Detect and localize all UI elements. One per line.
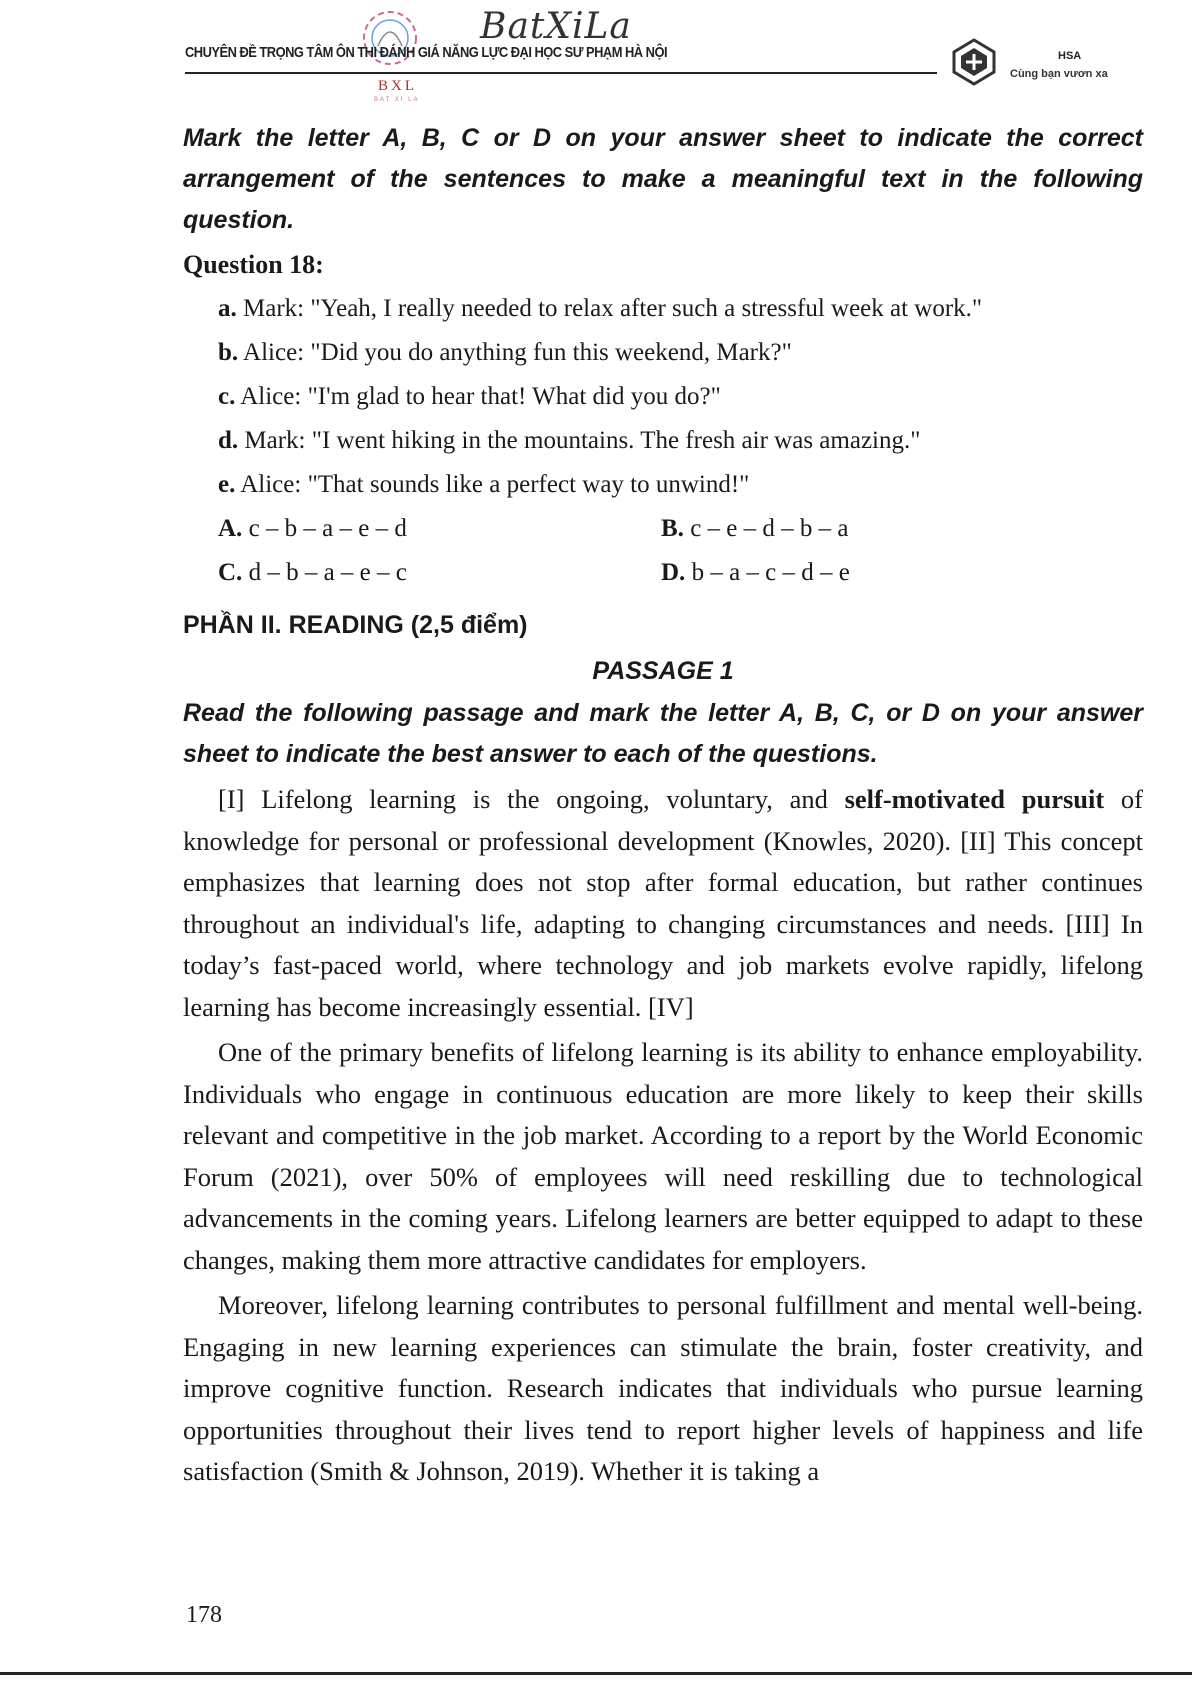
sentence-e xyxy=(218,463,1143,507)
answer-text: c – b – a – e – d xyxy=(248,515,407,542)
brand-script: BatXiLa xyxy=(480,6,632,47)
answer-text: c – e – d – b – a xyxy=(690,515,849,542)
sentence-a xyxy=(218,287,1143,331)
passage-paragraph-1 xyxy=(183,779,1143,1028)
reading-instruction: Read the following passage and mark the letter A, B, C, or D on your answer sheet to indicate the best answer to each of the questions. xyxy=(183,699,1143,768)
sentence-letter: e. xyxy=(218,471,236,498)
answer-letter: C. xyxy=(218,559,243,586)
sentence-letter: d. xyxy=(218,427,239,454)
section-title: PHẦN II. READING (2,5 điểm) xyxy=(183,611,528,639)
header-title: CHUYÊN ĐỀ TRỌNG TÂM ÔN THI ĐÁNH GIÁ NĂNG LỰC ĐẠI HỌC SƯ PHẠM HÀ NỘI xyxy=(185,44,668,61)
arrangement-instruction: Mark the letter A, B, C or D on your answer sheet to indicate the correct arrangement of the sentences to make a meaningful text in the following question. xyxy=(183,124,1143,234)
passage-title: PASSAGE 1 xyxy=(592,657,734,685)
sentence-text: Alice: "Did you do anything fun this weekend, Mark?" xyxy=(243,339,792,366)
sentence-letter: b. xyxy=(218,339,239,366)
sentence-d xyxy=(218,419,1143,463)
passage-paragraph-2: One of the primary benefits of lifelong learning is its ability to enhance employability. Individuals who engage in continuous education are more likely to keep their skills relevant and competitive in the job market. According to a report by the World Economic Forum (2021), over 50% of employees will need reskilling due to technological advancements in the coming years. Lifelong learners are better equipped to adapt to these changes, making them more attractive candidates for employers. xyxy=(183,1037,1143,1275)
hsa-tagline: Cùng bạn vươn xa xyxy=(1010,68,1108,80)
hsa-name: HSA xyxy=(1058,50,1082,62)
answer-text: d – b – a – e – c xyxy=(248,559,407,586)
answer-letter: B. xyxy=(661,515,684,542)
answer-option-c[interactable] xyxy=(218,551,407,595)
answer-text: b – a – c – d – e xyxy=(691,559,850,586)
sentence-letter: c. xyxy=(218,383,236,410)
sentence-text: Alice: "That sounds like a perfect way to unwind!" xyxy=(240,471,750,498)
sentence-c xyxy=(218,375,1143,419)
passage-paragraph-3: Moreover, lifelong learning contributes to personal fulfillment and mental well-being. Engaging in new learning experiences can stimulate the brain, foster creativity, and improve cognitive function. Research indicates that individuals who pursue learning opportunities throughout their lives tend to report higher levels of happiness and life satisfaction (Smith & Johnson, 2019). Whether it is taking a xyxy=(183,1290,1143,1486)
question-title: Question 18: xyxy=(183,250,324,279)
answer-options xyxy=(218,507,1143,595)
answer-letter: D. xyxy=(661,559,686,586)
sentence-text: Mark: "Yeah, I really needed to relax after such a stressful week at work." xyxy=(243,295,983,322)
hsa-logo-icon xyxy=(950,38,998,86)
footer-rule xyxy=(0,1672,1192,1675)
answer-letter: A. xyxy=(218,515,243,542)
answer-option-b[interactable] xyxy=(661,507,848,551)
answer-option-a[interactable] xyxy=(218,507,407,551)
highlighted-phrase: self-motivated pursuit xyxy=(844,784,1105,814)
paragraph-text: [I] Lifelong learning is the ongoing, voluntary, and xyxy=(218,784,845,814)
page-header xyxy=(0,0,1192,110)
sentence-b xyxy=(218,331,1143,375)
brand-sub: BAT XI LA xyxy=(374,97,420,103)
page-content xyxy=(183,118,1143,1493)
answer-option-d[interactable] xyxy=(661,551,850,595)
page-number: 178 xyxy=(186,1602,222,1628)
paragraph-text: of knowledge for personal or professional development (Knowles, 2020). [II] This concept emphasizes that learning does not stop after formal education, but rather continues throughout an individual's life, adapting to changing circumstances and needs. [III] In today’s fast-paced world, where technology and job markets evolve rapidly, lifelong learning has become increasingly essential. [IV] xyxy=(183,784,1143,1022)
header-rule xyxy=(185,72,937,74)
brand-short: BXL xyxy=(378,78,417,94)
sentence-letter: a. xyxy=(218,295,237,322)
sentence-text: Mark: "I went hiking in the mountains. The fresh air was amazing." xyxy=(244,427,921,454)
sentence-text: Alice: "I'm glad to hear that! What did you do?" xyxy=(240,383,721,410)
